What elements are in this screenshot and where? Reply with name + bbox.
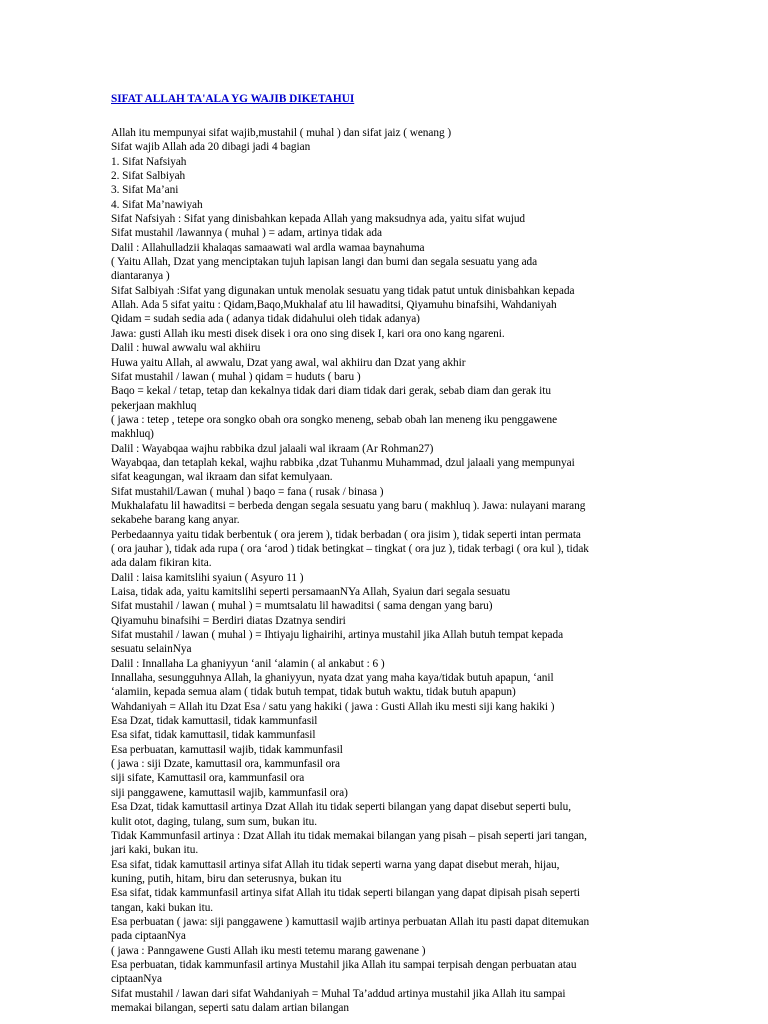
text-line: sesuatu selainNya (111, 643, 192, 656)
document-title-link[interactable]: SIFAT ALLAH TA'ALA YG WAJIB DIKETAHUI (111, 93, 355, 105)
text-line: 4. Sifat Ma’nawiyah (111, 198, 203, 211)
text-line: Sifat Nafsiyah : Sifat yang dinisbahkan kepada Allah yang maksudnya ada, yaitu sifat wujud (111, 213, 526, 226)
text-line: siji panggawene, kamuttasil wajib, kammunfasil ora) (111, 786, 348, 799)
text-line: Allah. Ada 5 sifat yaitu : Qidam,Baqo,Mukhalaf atu lil hawaditsi, Qiyamuhu binafsihi, Wahdaniyah (111, 299, 557, 312)
text-line: Mukhalafatu lil hawaditsi = berbeda dengan segala sesuatu yang baru ( makhluq ). Jawa: nulayani marang (111, 499, 586, 512)
text-line: Perbedaannya yaitu tidak berbentuk ( ora jerem ), tidak berbadan ( ora jisim ), tidak seperti intan permata (111, 528, 581, 541)
text-line: Esa Dzat, tidak kamuttasil, tidak kammunfasil (111, 715, 318, 728)
text-line: Sifat wajib Allah ada 20 dibagi jadi 4 bagian (111, 141, 311, 154)
text-line: 3. Sifat Ma’ani (111, 184, 179, 197)
text-line: tangan, kaki bukan itu. (111, 901, 214, 914)
text-line: Esa perbuatan, tidak kammunfasil artinya Mustahil jika Allah itu sampai terpisah dengan perbuatan atau (111, 958, 577, 971)
text-line: diantaranya ) (111, 270, 170, 283)
text-line: Baqo = kekal / tetap, tetap dan kekalnya tidak dari diam tidak dari gerak, sebab diam dan gerak itu (111, 385, 551, 398)
text-line: Wayabqaa, dan tetaplah kekal, wajhu rabbika ,dzat Tuhanmu Muhammad, dzul jalaali yang mempunyai (111, 456, 575, 469)
text-line: Esa Dzat, tidak kamuttasil artinya Dzat Allah itu tidak seperti bilangan yang dapat disebut seperti bulu, (111, 801, 571, 814)
text-line: Esa sifat, tidak kamuttasil, tidak kammunfasil (111, 729, 316, 742)
text-line: Dalil : Allahulladzii khalaqas samaawati wal ardla wamaa baynahuma (111, 241, 425, 254)
text-line: Esa sifat, tidak kamuttasil artinya sifat Allah itu tidak seperti warna yang dapat disebut merah, hijau, (111, 858, 560, 871)
text-line: ( jawa : siji Dzate, kamuttasil ora, kammunfasil ora (111, 758, 340, 771)
text-line: Sifat mustahil / lawan ( muhal ) qidam = huduts ( baru ) (111, 370, 361, 383)
text-line: sifat keagungan, wal ikraam dan sifat kemulyaan. (111, 471, 333, 484)
text-line: Sifat mustahil / lawan ( muhal ) = Ihtiyaju lighairihi, artinya mustahil jika Allah butuh tempat kepada (111, 629, 564, 642)
text-line: 1. Sifat Nafsiyah (111, 155, 187, 168)
text-line: Esa sifat, tidak kammunfasil artinya sifat Allah itu tidak seperti bilangan yang dapat dipisah pisah seperti (111, 887, 580, 900)
text-line: Wahdaniyah = Allah itu Dzat Esa / satu yang hakiki ( jawa : Gusti Allah iku mesti siji kang hakiki ) (111, 700, 555, 713)
text-line: Dalil : Innallaha La ghaniyyun ‘anil ‘alamin ( al ankabut : 6 ) (111, 657, 385, 670)
text-line: 2. Sifat Salbiyah (111, 170, 186, 183)
text-line: Innallaha, sesungguhnya Allah, la ghaniyyun, nyata dzat yang maha kaya/tidak butuh apapun, ‘anil (111, 672, 554, 685)
text-line: pekerjaan makhluq (111, 399, 197, 412)
text-line: sekabehe barang kang anyar. (111, 514, 240, 527)
text-line: siji sifate, Kamuttasil ora, kammunfasil ora (111, 772, 305, 785)
text-line: jari kaki, bukan itu. (111, 844, 199, 857)
text-line: ( ora jauhar ), tidak ada rupa ( ora ‘arod ) tidak betingkat – tingkat ( ora juz ), tidak terbagi ( ora kul ), tidak (111, 542, 589, 555)
text-line: Esa perbuatan, kamuttasil wajib, tidak kammunfasil (111, 743, 343, 756)
text-line: Dalil : Wayabqaa wajhu rabbika dzul jalaali wal ikraam (Ar Rohman27) (111, 442, 434, 455)
text-line: makhluq) (111, 428, 154, 441)
text-line: Tidak Kammunfasil artinya : Dzat Allah itu tidak memakai bilangan yang pisah – pisah seperti jari tangan, (111, 829, 587, 842)
text-line: ( jawa : tetep , tetepe ora songko obah ora songko meneng, sebab obah lan meneng iku penggawene (111, 413, 558, 426)
text-line: Huwa yaitu Allah, al awwalu, Dzat yang awal, wal akhiiru dan Dzat yang akhir (111, 356, 466, 369)
text-line: pada ciptaanNya (111, 930, 186, 943)
text-line: Dalil : huwal awwalu wal akhiiru (111, 342, 261, 355)
text-line: Sifat Salbiyah :Sifat yang digunakan untuk menolak sesuatu yang tidak patut untuk dinisbahkan kepada (111, 284, 575, 297)
text-line: memakai bilangan, seperti satu dalam artian bilangan (111, 1001, 350, 1014)
text-line: ( jawa : Panngawene Gusti Allah iku mesti tetemu marang gawenane ) (111, 944, 426, 957)
text-line: Sifat mustahil / lawan ( muhal ) = mumtsalatu lil hawaditsi ( sama dengan yang baru) (111, 600, 493, 613)
document-page (111, 89, 656, 1015)
text-line: kuning, putih, hitam, biru dan seterusnya, bukan itu (111, 872, 342, 885)
text-line: Sifat mustahil / lawan dari sifat Wahdaniyah = Muhal Ta’addud artinya mustahil jika Allah itu sampai (111, 987, 566, 1000)
text-line: Allah itu mempunyai sifat wajib,mustahil ( muhal ) dan sifat jaiz ( wenang ) (111, 127, 452, 139)
document-body (111, 126, 656, 1015)
text-line: Jawa: gusti Allah iku mesti disek disek i ora ono sing disek I, kari ora ono kang ngareni. (111, 327, 505, 340)
text-line: ada dalam fikiran kita. (111, 557, 212, 570)
text-line: ‘alamiin, kepada semua alam ( tidak butuh tempat, tidak butuh waktu, tidak butuh apapun) (111, 686, 516, 699)
text-line: Dalil : laisa kamitslihi syaiun ( Asyuro 11 ) (111, 571, 304, 584)
text-line: kulit otot, daging, tulang, sum sum, bukan itu. (111, 815, 318, 828)
text-line: Qiyamuhu binafsihi = Berdiri diatas Dzatnya sendiri (111, 614, 346, 627)
text-line: Esa perbuatan ( jawa: siji panggawene ) kamuttasil wajib artinya perbuatan Allah itu pasti dapat ditemukan (111, 915, 590, 928)
text-line: Qidam = sudah sedia ada ( adanya tidak didahului oleh tidak adanya) (111, 313, 420, 326)
text-line: ( Yaitu Allah, Dzat yang menciptakan tujuh lapisan langi dan bumi dan segala sesuatu yang ada (111, 256, 538, 269)
text-line: Laisa, tidak ada, yaitu kamitslihi seperti persamaanNYa Allah, Syaiun dari segala sesuatu (111, 586, 511, 598)
text-line: ciptaanNya (111, 973, 162, 986)
text-line: Sifat mustahil/Lawan ( muhal ) baqo = fana ( rusak / binasa ) (111, 485, 384, 498)
text-line: Sifat mustahil /lawannya ( muhal ) = adam, artinya tidak ada (111, 227, 382, 240)
